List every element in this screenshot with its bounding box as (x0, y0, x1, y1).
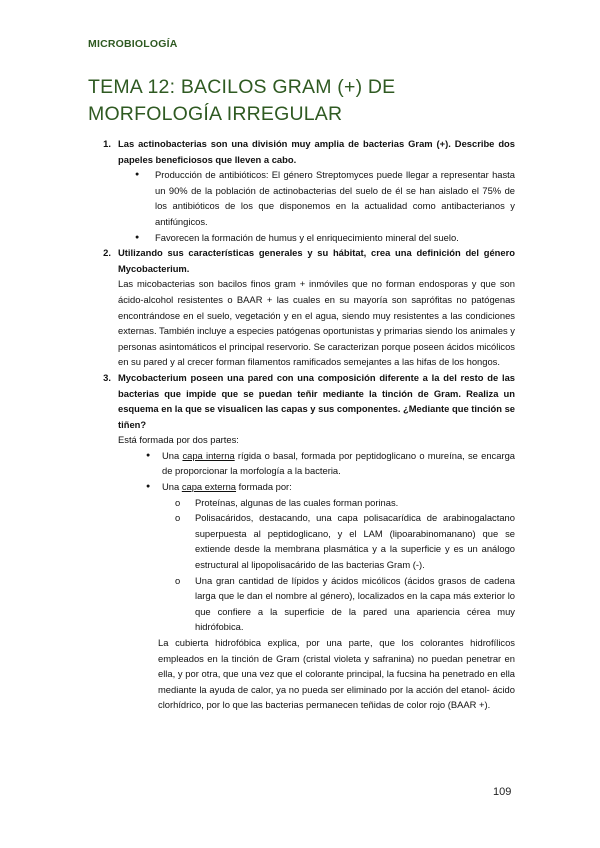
question-text: Mycobacterium poseen una pared con una composición diferente a la del resto de las bacterias que impide que se puedan teñir mediante la tinción de Gram. Realiza un esquema en la que se visualicen las capas y sus componentes. ¿Mediante que tinción se tiñen? (118, 371, 516, 430)
sub-bullet-text: Proteínas, algunas de las cuales forman porinas. (195, 496, 399, 508)
bullet-text (162, 479, 515, 495)
bullet-icon: ● (146, 451, 151, 459)
underlined-term: capa externa (181, 481, 237, 493)
running-header: MICROBIOLOGÍA (88, 38, 178, 50)
question-2 (88, 245, 515, 276)
question-number: 2. (103, 247, 111, 259)
sub-bullet-text: Una gran cantidad de lípidos y ácidos micólicos (ácidos grasos de cadena larga que le dan el nombre al género), localizados en la capa más exterior lo que confiere a la superficie de la pared una apariencia cérea muy hidrófobica. (195, 574, 515, 633)
text-run: Una (162, 481, 182, 493)
sub-bullet-text: Polisacáridos, destacando, una capa polisacarídica de arabinogalactano superpuesta al peptidoglicano, y el LAM (lipoarabinomanano) que se extiende desde la membrana plasmática y a la superficie y es un análogo estructural al lipopolisacárido de las bacterias Gram (-). (195, 512, 515, 571)
answer-intro: Está formada por dos partes: (118, 434, 239, 446)
text-run: Una (162, 449, 183, 461)
page-title: TEMA 12: BACILOS GRAM (+) DE MORFOLOGÍA IRREGULAR (88, 76, 396, 125)
circle-bullet-icon: o (175, 574, 181, 586)
circle-bullet-icon: o (175, 512, 181, 524)
conclusion-paragraph: La cubierta hidrofóbica explica, por una parte, que los colorantes hidrofílicos empleados en la tinción de Gram (cristal violeta y safranina) no puedan penetrar en ella, y por otra, que una vez que el colorante principal, la fucsina ha penetrado en ella mediante la ayuda de calor, ya no pueda ser eliminado por la acción del etanol- ácido clorhídrico, por lo que las bacterias permanecen teñidas de color rojo (BAAR +). (158, 637, 515, 711)
bullet-icon: ● (146, 483, 151, 491)
list-item (88, 167, 515, 229)
question-text: Las actinobacterias son una división muy amplia de bacterias Gram (+). Describe dos papeles beneficiosos que lleven a cabo. (118, 138, 515, 165)
bullet-icon: ● (135, 233, 140, 241)
question-3 (88, 370, 515, 432)
list-item (88, 448, 515, 479)
text-run: rígida o basal, formada por peptidoglicano o mureína, se encarga de proporcionar la morfología a la bacteria. (162, 449, 515, 477)
circle-bullet-icon: o (175, 496, 181, 508)
underlined-term: capa interna (182, 449, 235, 461)
sub-list-item (88, 573, 515, 635)
question-1 (88, 136, 515, 167)
question-number: 3. (103, 371, 111, 383)
answer-paragraph: Las micobacterias son bacilos finos gram + inmóviles que no forman endosporas y que son ácido-alcohol resistentes o BAAR + las cuales en su mayoría son saprófitas no patógenas encontrándose en el suelo, vegetación y en el agua, siendo muy resistentes a las condiciones externas. También incluye a especies patógenas oportunistas y primarias siendo los animales y personas asintomáticos el principal reservorio. Se caracterizan porque poseen ácidos micólicos en su pared y al crecer forman filamentos ramificados semejantes a las hifas de los hongos. (118, 278, 515, 368)
document-body (88, 136, 515, 713)
question-text: Utilizando sus características generales y su hábitat, crea una definición del género Mycobacterium. (118, 247, 515, 274)
bullet-text (162, 448, 515, 479)
bullet-icon: ● (135, 171, 140, 179)
bullet-text: Producción de antibióticos: El género Streptomyces puede llegar a representar hasta un 90% de la población de actinobacterias del suelo de él se han aislado el 75% de los antibióticos de los que disponemos en la actualidad como antibacterianos y antifúngicos. (155, 169, 515, 227)
sub-list-item (88, 495, 515, 511)
question-number: 1. (103, 138, 111, 149)
sub-list-item (88, 510, 515, 572)
list-item (88, 479, 515, 495)
list-item (88, 230, 515, 246)
page-number: 109 (493, 786, 512, 798)
text-run: formada por: (236, 481, 292, 493)
bullet-text: Favorecen la formación de humus y el enriquecimiento mineral del suelo. (155, 231, 459, 243)
